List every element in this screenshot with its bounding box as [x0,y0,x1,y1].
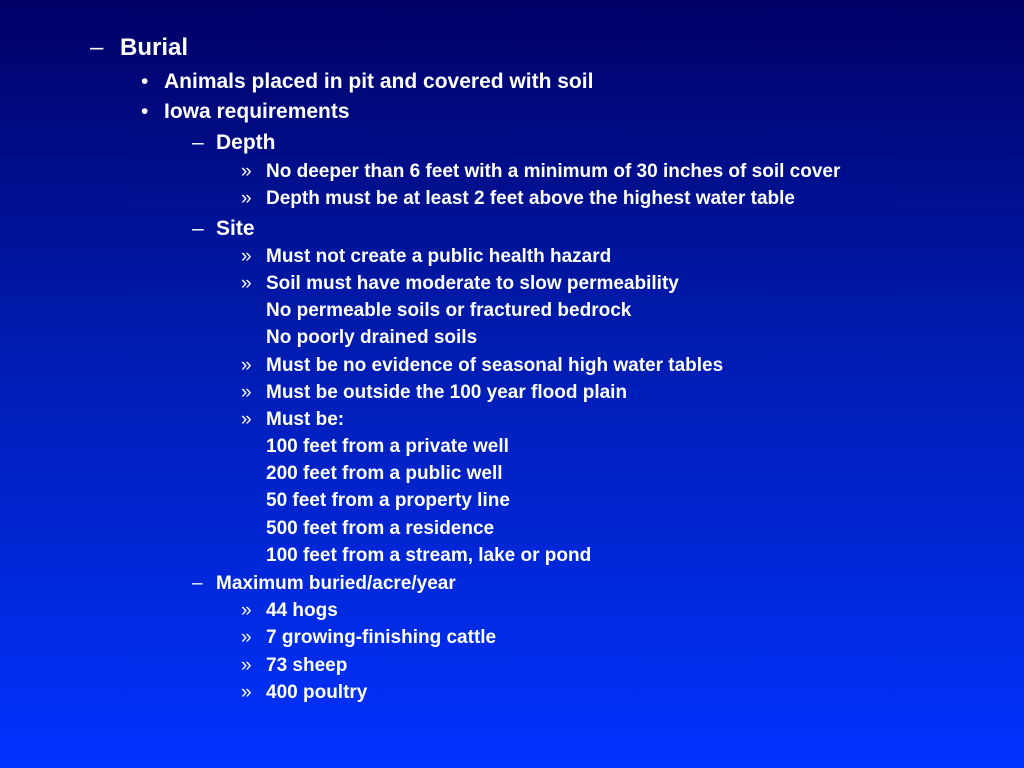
depth-item: Depth must be at least 2 feet above the highest water table [266,188,795,209]
point-iowa-requirements: Iowa requirements [164,100,350,123]
guillemet-marker: » [241,188,252,209]
distance-detail: 200 feet from a public well [266,463,503,484]
subheading-maximum: Maximum buried/acre/year [216,573,456,594]
distance-detail: 100 feet from a stream, lake or pond [266,545,592,566]
guillemet-marker: » [241,246,252,267]
guillemet-marker: » [241,273,252,294]
maximum-item: 7 growing-finishing cattle [266,627,497,648]
site-detail: No permeable soils or fractured bedrock [266,300,632,321]
site-item-flood-plain: Must be outside the 100 year flood plain [266,382,628,403]
guillemet-marker: » [241,600,252,621]
depth-item: No deeper than 6 feet with a minimum of 30 inches of soil cover [266,161,841,182]
guillemet-marker: » [241,682,252,703]
dash-marker: – [192,131,204,154]
site-detail: No poorly drained soils [266,327,478,348]
guillemet-marker: » [241,655,252,676]
guillemet-marker: » [241,161,252,182]
subheading-depth: Depth [216,131,276,154]
distance-detail: 100 feet from a private well [266,436,509,457]
dash-marker: – [192,573,203,594]
bullet-marker: • [141,100,149,123]
site-item-distances: Must be: [266,409,345,430]
point-placement: Animals placed in pit and covered with soil [164,70,594,93]
bullet-marker: • [141,70,149,93]
dash-marker: – [90,34,104,61]
maximum-item: 44 hogs [266,600,338,621]
distance-detail: 50 feet from a property line [266,490,510,511]
maximum-item: 400 poultry [266,682,368,703]
dash-marker: – [192,217,204,240]
subheading-site: Site [216,217,255,240]
distance-detail: 500 feet from a residence [266,518,495,539]
guillemet-marker: » [241,409,252,430]
guillemet-marker: » [241,627,252,648]
guillemet-marker: » [241,355,252,376]
heading-burial: Burial [120,34,189,61]
site-item-permeability: Soil must have moderate to slow permeability [266,273,679,294]
site-item-hazard: Must not create a public health hazard [266,246,612,267]
site-item-water-tables: Must be no evidence of seasonal high water tables [266,355,724,376]
maximum-item: 73 sheep [266,655,348,676]
guillemet-marker: » [241,382,252,403]
